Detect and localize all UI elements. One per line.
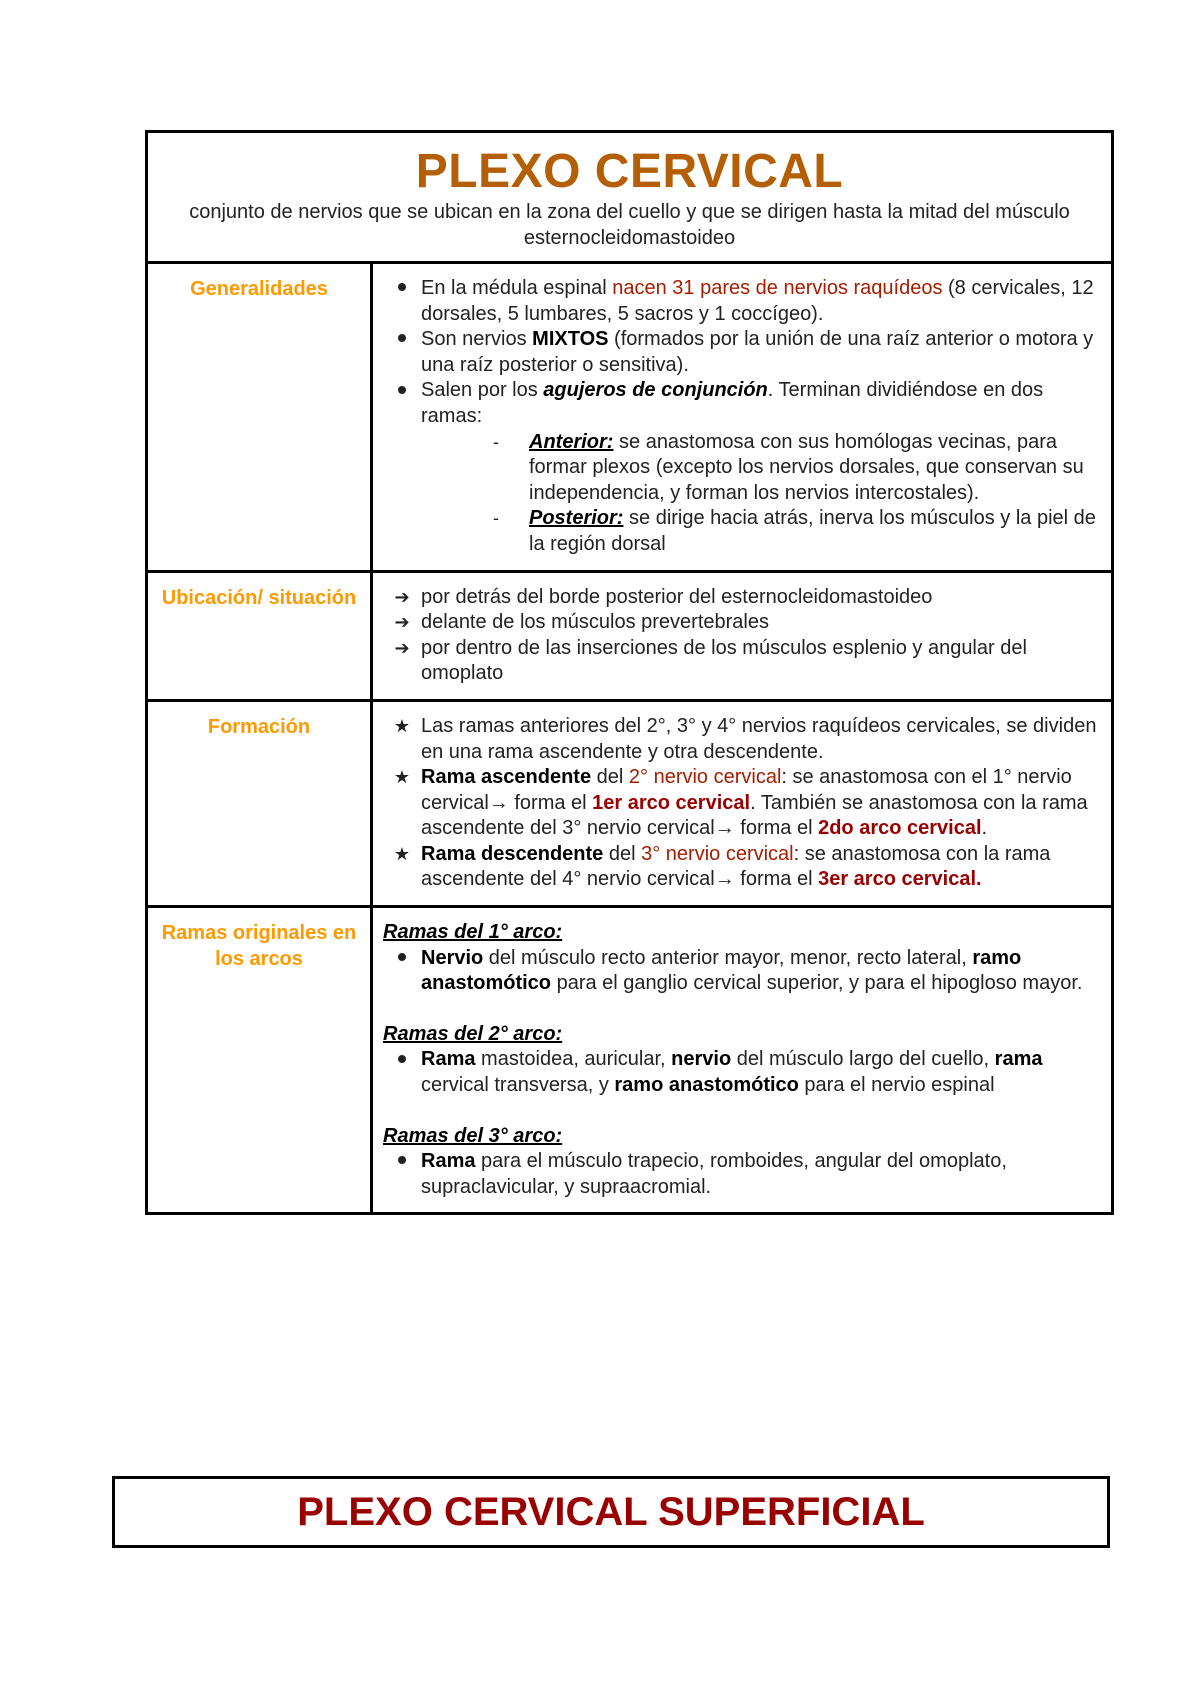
sub-list-item: - Posterior: se dirige hacia atrás, inerva los músculos y la piel de la región dorsal (493, 507, 1096, 555)
list-item: Rama para el músculo trapecio, romboides, angular del omoplato, supraclavicular, y supraacromial. (383, 1149, 1103, 1200)
list-item: ★ Rama ascendente del 2° nervio cervical: se anastomosa con el 1° nervio cervical→ forma el 1er arco cervical. También se anastomosa con la rama ascendente del 3° nervio cervical→ forma el 2do arco cervical. (383, 765, 1103, 842)
list-item: ★ Las ramas anteriores del 2°, 3° y 4° nervios raquídeos cervicales, se dividen en una rama ascendente y otra descendente. (383, 714, 1103, 765)
row-label-ramas: Ramas originales en los arcos (148, 908, 373, 1212)
table-header (148, 133, 1111, 264)
star-icon: ★ (393, 715, 411, 736)
row-content-formacion (373, 702, 1111, 905)
arrow-icon: ➔ (394, 586, 410, 607)
list-item: Son nervios MIXTOS (formados por la unión de una raíz anterior o motora y una raíz posterior o sensitiva). (383, 327, 1103, 378)
list-item: ★ Rama descendente del 3° nervio cervical: se anastomosa con la rama ascendente del 4° nervio cervical→ forma el 3er arco cervical. (383, 842, 1103, 893)
bullet-icon (383, 276, 421, 302)
bullet-icon (383, 1047, 421, 1073)
list-item: Salen por los agujeros de conjunción. Terminan dividiéndose en dos ramas: (383, 378, 1103, 429)
page-title: PLEXO CERVICAL (415, 145, 844, 198)
section-heading: Ramas del 3° arco: (383, 1124, 563, 1147)
section-heading: Ramas del 2° arco: (383, 1022, 563, 1045)
row-label-generalidades: Generalidades (148, 264, 373, 570)
list-item: Nervio del músculo recto anterior mayor, menor, recto lateral, ramo anastomótico para el ganglio cervical superior, y para el hipogloso mayor. (383, 946, 1103, 997)
list-item: En la médula espinal nacen 31 pares de nervios raquídeos (8 cervicales, 12 dorsales, 5 lumbares, 5 sacros y 1 coccígeo). (383, 276, 1103, 327)
highlight-text: nacen 31 pares de nervios raquídeos (612, 277, 943, 299)
row-ubicacion (148, 573, 1111, 702)
superficial-title-box (112, 1476, 1110, 1548)
star-icon: ★ (393, 843, 411, 864)
bullet-icon (383, 1149, 421, 1175)
arrow-icon: ➔ (394, 612, 410, 633)
star-icon: ★ (393, 767, 411, 788)
row-formacion (148, 702, 1111, 908)
list-item: Rama mastoidea, auricular, nervio del músculo largo del cuello, rama cervical transversa, y ramo anastomótico para el nervio espinal (383, 1047, 1103, 1098)
page-subtitle: conjunto de nervios que se ubican en la zona del cuello y que se dirigen hasta la mitad del músculo esternocleidomastoideo (189, 201, 1070, 249)
row-label-formacion: Formación (148, 702, 373, 905)
bullet-icon (383, 327, 421, 353)
row-label-ubicacion: Ubicación/ situación (148, 573, 373, 699)
section-heading: Ramas del 1° arco: (383, 921, 563, 944)
row-ramas (148, 908, 1111, 1212)
bullet-icon (383, 946, 421, 972)
arrow-icon: ➔ (394, 637, 410, 658)
row-content-ubicacion (373, 573, 1111, 699)
sub-list-item: - Anterior: se anastomosa con sus homólogas vecinas, para formar plexos (excepto los nervios dorsales, que conservan su independencia, y forman los nervios intercostales). (493, 430, 1084, 504)
list-item: ➔ por detrás del borde posterior del esternocleidomastoideo (383, 585, 1103, 611)
dash-icon: - (493, 508, 499, 529)
row-generalidades (148, 264, 1111, 573)
plexo-cervical-table (145, 130, 1114, 1215)
row-content-ramas (373, 908, 1111, 1212)
list-item: ➔ delante de los músculos prevertebrales (383, 610, 1103, 636)
list-item: ➔ por dentro de las inserciones de los músculos esplenio y angular del omoplato (383, 636, 1103, 687)
dash-icon: - (493, 431, 499, 452)
row-content-generalidades (373, 264, 1111, 570)
section-title: PLEXO CERVICAL SUPERFICIAL (297, 1490, 925, 1534)
bullet-icon (383, 378, 421, 404)
